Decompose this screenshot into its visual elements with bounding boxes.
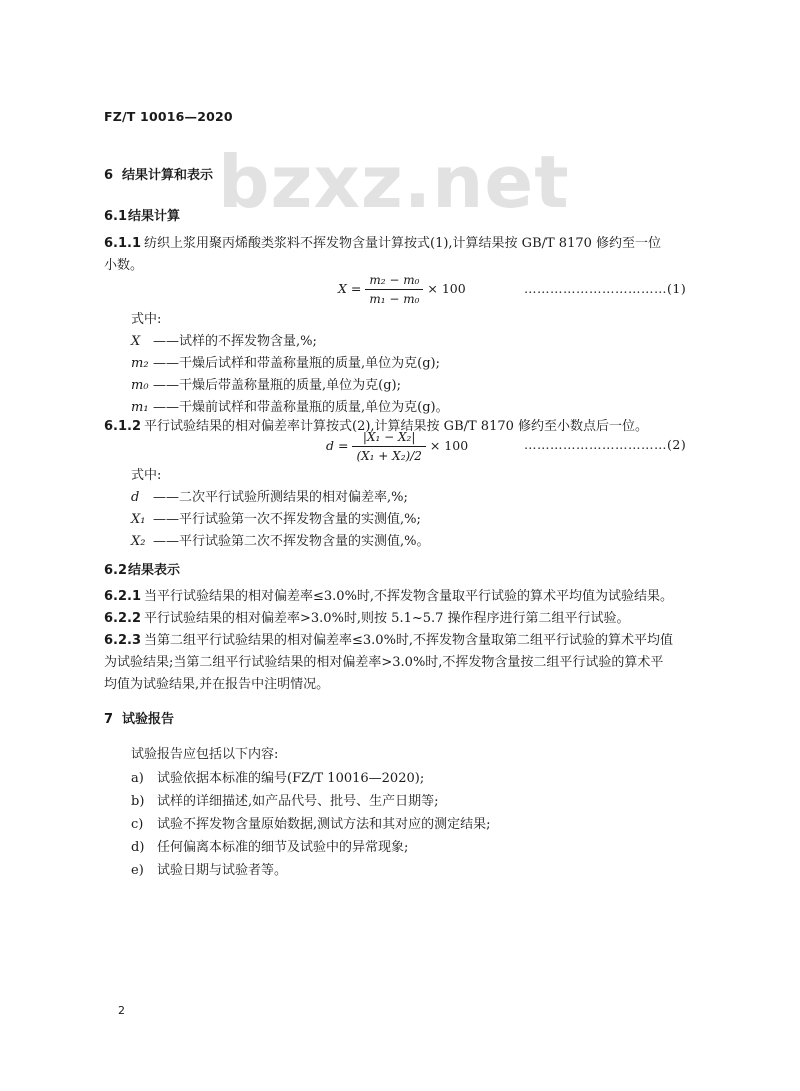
formula-lhs: X = <box>338 281 362 296</box>
formula-fraction <box>365 273 423 306</box>
list-text: 试验日期与试验者等。 <box>157 863 288 878</box>
equation-number-2: ……………………………(2) <box>524 437 687 452</box>
definition-text: ——二次平行试验所测结果的相对偏差率,%; <box>153 490 408 505</box>
definition-symbol: m₀ <box>131 378 149 393</box>
formula-denominator: (X₁ + X₂)/2 <box>356 449 422 463</box>
clause-6-2-1 <box>104 585 673 604</box>
list-item <box>131 767 424 786</box>
subsection-number: 6.1 <box>104 209 128 224</box>
list-item <box>131 790 439 809</box>
definition-text: ——干燥前试样和带盖称量瓶的质量,单位为克(g)。 <box>153 400 449 415</box>
definition-text: ——平行试验第二次不挥发物含量的实测值,%。 <box>153 534 430 549</box>
list-label: d) <box>131 840 145 855</box>
clause-6-2-3-line-3: 均值为试验结果,并在报告中注明情况。 <box>104 677 330 692</box>
subsection-title: 结果计算 <box>128 209 181 224</box>
list-text: 试验不挥发物含量原始数据,测试方法和其对应的测定结果; <box>157 817 491 832</box>
definition-symbol: X₁ <box>131 512 146 527</box>
section-7-heading <box>104 708 174 727</box>
section-title: 试验报告 <box>122 712 175 727</box>
definition-symbol: m₂ <box>131 356 149 371</box>
section-number: 7 <box>104 712 114 727</box>
clause-6-1-1-continuation: 小数。 <box>104 258 144 273</box>
definition-item <box>131 396 449 415</box>
report-intro: 试验报告应包括以下内容: <box>131 747 279 762</box>
subsection-title: 结果表示 <box>128 563 181 578</box>
page-number: 2 <box>118 1004 125 1017</box>
list-text: 试样的详细描述,如产品代号、批号、生产日期等; <box>157 794 439 809</box>
formula-fraction <box>352 430 425 463</box>
subsection-number: 6.2 <box>104 563 128 578</box>
formula-1 <box>338 273 466 306</box>
clause-6-2-3 <box>104 629 673 648</box>
list-label: a) <box>131 771 144 786</box>
list-label: b) <box>131 794 145 809</box>
clause-text: 当平行试验结果的相对偏差率≤3.0%时,不挥发物含量取平行试验的算术平均值为试验结果。 <box>144 589 674 604</box>
subsection-6-1-heading <box>104 205 180 224</box>
equation-number-1: ……………………………(1) <box>524 281 687 296</box>
clause-6-1-1 <box>104 232 661 251</box>
where-label: 式中: <box>131 312 162 327</box>
definition-item <box>131 508 421 527</box>
section-title: 结果计算和表示 <box>122 168 214 183</box>
formula-denominator: m₁ − m₀ <box>369 292 420 306</box>
document-header: FZ/T 10016—2020 <box>104 109 233 124</box>
list-text: 试验依据本标准的编号(FZ/T 10016—2020); <box>157 771 425 786</box>
definition-item <box>131 352 440 371</box>
definition-item <box>131 374 401 393</box>
definition-item <box>131 530 430 549</box>
definition-symbol: X₂ <box>131 534 146 549</box>
list-item <box>131 813 491 832</box>
definition-symbol: m₁ <box>131 400 149 415</box>
clause-number: 6.2.1 <box>104 589 142 604</box>
formula-multiplier: × 100 <box>427 281 466 296</box>
clause-number: 6.2.2 <box>104 611 142 626</box>
list-item <box>131 859 287 878</box>
definition-text: ——干燥后带盖称量瓶的质量,单位为克(g); <box>153 378 401 393</box>
formula-numerator: |X₁ − X₂| <box>352 430 425 447</box>
definition-text: ——平行试验第一次不挥发物含量的实测值,%; <box>153 512 421 527</box>
section-6-heading <box>104 164 213 183</box>
definition-symbol: d <box>131 490 140 505</box>
formula-2 <box>326 430 468 463</box>
list-text: 任何偏离本标准的细节及试验中的异常现象; <box>157 840 409 855</box>
clause-text: 纺织上浆用聚丙烯酸类浆料不挥发物含量计算按式(1),计算结果按 GB/T 8170 修约至一位 <box>144 236 662 251</box>
watermark: bzxz.net <box>218 140 570 224</box>
where-label: 式中: <box>131 468 162 483</box>
definition-symbol: X <box>131 334 141 349</box>
list-label: c) <box>131 817 144 832</box>
definition-item <box>131 330 317 349</box>
clause-6-2-2 <box>104 607 630 626</box>
section-number: 6 <box>104 168 114 183</box>
clause-number: 6.1.2 <box>104 419 142 434</box>
formula-multiplier: × 100 <box>429 438 469 453</box>
clause-number: 6.2.3 <box>104 633 142 648</box>
clause-number: 6.1.1 <box>104 236 142 251</box>
clause-text: 当第二组平行试验结果的相对偏差率≤3.0%时,不挥发物含量取第二组平行试验的算术平均值 <box>144 633 674 648</box>
formula-lhs: d = <box>326 438 349 453</box>
list-label: e) <box>131 863 144 878</box>
definition-text: ——干燥后试样和带盖称量瓶的质量,单位为克(g); <box>153 356 440 371</box>
clause-text: 平行试验结果的相对偏差率>3.0%时,则按 5.1~5.7 操作程序进行第二组平行试验。 <box>144 611 630 626</box>
clause-6-2-3-line-2: 为试验结果;当第二组平行试验结果的相对偏差率>3.0%时,不挥发物含量按二组平行试验的算术平 <box>104 655 664 670</box>
formula-numerator: m₂ − m₀ <box>365 273 423 290</box>
list-item <box>131 836 408 855</box>
definition-text: ——试样的不挥发物含量,%; <box>153 334 317 349</box>
subsection-6-2-heading <box>104 559 180 578</box>
definition-item <box>131 486 408 505</box>
clause-text: 平行试验结果的相对偏差率计算按式(2),计算结果按 GB/T 8170 修约至小数点后一位。 <box>144 419 649 434</box>
